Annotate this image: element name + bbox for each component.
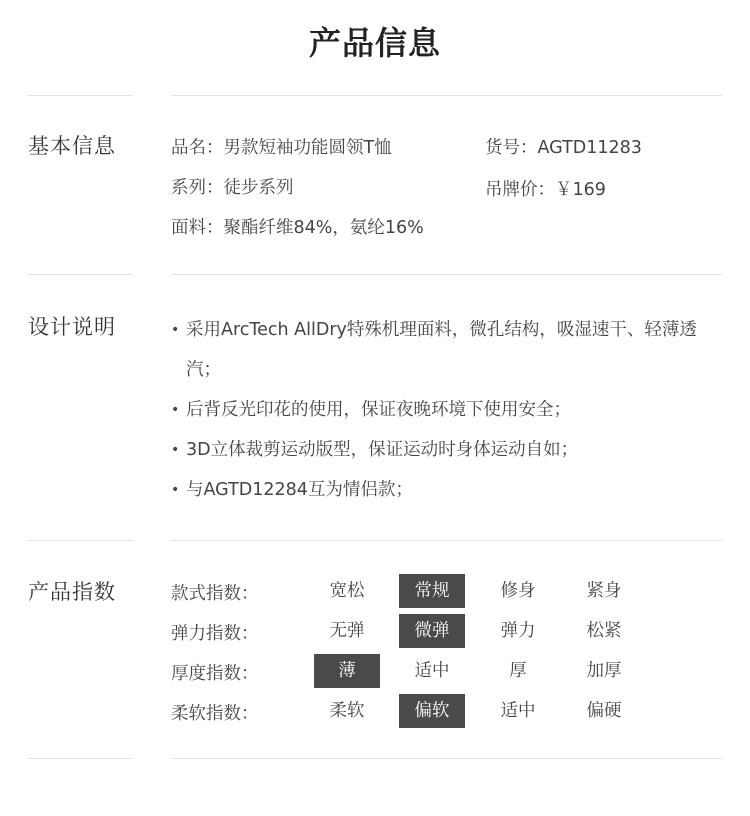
product-price: 吊牌价：￥169 — [485, 180, 606, 200]
list-item: • 后背反光印花的使用，保证夜晚环境下使用安全； — [171, 390, 731, 430]
index-option: 厚 — [509, 661, 527, 681]
design-points-list — [171, 310, 731, 510]
index-option-selected: 薄 — [314, 654, 380, 688]
index-option: 紧身 — [586, 581, 622, 601]
index-label: 柔软指数： — [171, 704, 259, 724]
index-option: 修身 — [500, 581, 536, 601]
index-label: 弹力指数： — [171, 624, 259, 644]
page-title: 产品信息 — [308, 24, 441, 62]
product-fabric: 面料：聚酯纤维84%，氨纶16% — [171, 218, 424, 238]
divider — [171, 540, 722, 541]
divider — [171, 95, 722, 96]
list-item: • 采用ArcTech AllDry特殊机理面料，微孔结构，吸湿速干、轻薄透汽； — [171, 310, 731, 390]
index-option: 无弹 — [329, 621, 365, 641]
divider — [28, 758, 133, 759]
divider — [28, 274, 133, 275]
index-option: 弹力 — [500, 621, 536, 641]
divider — [171, 274, 722, 275]
product-name: 品名：男款短袖功能圆领T恤 — [171, 138, 392, 158]
product-series: 系列：徒步系列 — [171, 178, 294, 198]
index-option: 柔软 — [329, 701, 365, 721]
section-title-indices: 产品指数 — [28, 580, 116, 604]
product-sku: 货号：AGTD11283 — [485, 138, 642, 158]
section-title-design: 设计说明 — [28, 315, 116, 339]
index-option: 适中 — [500, 701, 536, 721]
index-option-selected: 偏软 — [399, 694, 465, 728]
index-option: 偏硬 — [586, 701, 622, 721]
index-option: 加厚 — [586, 661, 622, 681]
index-option: 松紧 — [586, 621, 622, 641]
index-label: 厚度指数： — [171, 664, 259, 684]
divider — [28, 95, 133, 96]
index-option: 宽松 — [329, 581, 365, 601]
list-item: • 3D立体裁剪运动版型，保证运动时身体运动自如； — [171, 430, 731, 470]
section-title-basic-info: 基本信息 — [28, 134, 116, 158]
index-label: 款式指数： — [171, 584, 259, 604]
index-option-selected: 微弹 — [399, 614, 465, 648]
list-item: • 与AGTD12284互为情侣款； — [171, 470, 731, 510]
index-option: 适中 — [414, 661, 450, 681]
divider — [28, 540, 133, 541]
index-option-selected: 常规 — [399, 574, 465, 608]
divider — [171, 758, 722, 759]
